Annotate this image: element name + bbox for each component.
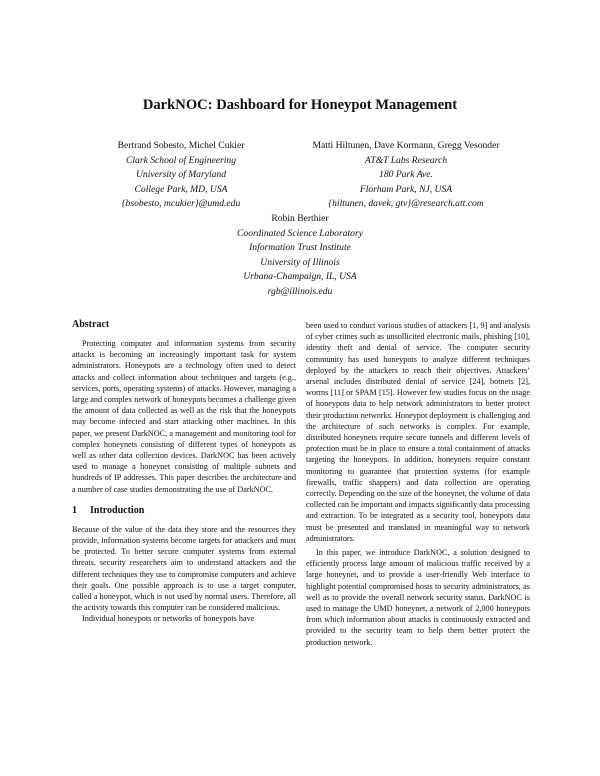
section-title: Introduction [90,504,145,516]
author-names-center: Robin Berthier [271,213,329,224]
introduction-paragraph: Individual honeypots or networks of honeypots have [82,614,255,624]
author-block-left [82,139,280,212]
author-email: {hiltunen, davek, gtv}@research.att.com [328,198,484,210]
affiliation-line: Information Trust Institute [249,242,351,254]
author-names-right: Matti Hiltunen, Dave Kormann, Gregg Vesonder [312,140,500,151]
left-column [72,318,296,625]
affiliation-line: Urbana-Champaign, IL, USA [243,271,357,283]
author-block-right [282,139,530,212]
introduction-heading [72,504,296,518]
paper-title: DarkNOC: Dashboard for Honeypot Management [142,97,458,113]
affiliation-line: Clark School of Engineering [125,154,237,166]
affiliation-line: Florham Park, NJ, USA [359,183,453,195]
introduction-paragraph: Because of the value of the data they store and the resources they provide, information systems become targets for attackers and must be protected. To better secure computer systems from external threats, security researchers aim to understand attackers and the different techniques they use to compromise computers and achieve their goals. One possible approach is to use a target computer, called a honeypot, which is not used by normal users. Therefore, all the activity towards this computer can be considered malicious. [72,524,296,613]
author-block-center [180,212,420,300]
affiliation-line: University of Illinois [260,256,340,268]
affiliation-line: College Park, MD, USA [134,183,228,195]
affiliation-line: 180 Park Ave. [379,169,433,181]
section-number: 1 [72,504,77,516]
affiliation-line: University of Maryland [135,169,227,181]
right-column [306,320,530,648]
body-paragraph: been used to conduct various studies of attackers [1, 9] and analysis of cyber crimes such as unsollicited electronic mails, phishing [10], identity theft and denial of service. The computer security community has used honeypots to analyze different techniques deployed by the attackers to reach their objectives. Attackers’ arsenal includes distributed denial of service [24], botnets [2], worms [11] or SPAM [15]. However few studies focus on the usage of honeypots data to help network administrators to better protect their production networks. Honeypot deployment is challenging and the architecture of such networks is complex. For example, distributed honeynets require secure tunnels and different levels of protection must be in place to ensure a total containment of attacks targeting the honeypots. In addition, honeynets require constant monitoring to guarantee that protection systems (for example firewalls, traffic shappers) and data collection are operating correctly. Depending on the size of the honeynet, the volume of data collected can be important and impacts significantly data processing and extraction. To be integrated as a security tool, honeypots data must be presented and translated in meaningful way to network administrators. [306,321,530,543]
author-email: {bsobesto, mcukier}@umd.edu [121,198,241,210]
abstract-heading: Abstract [72,319,110,330]
affiliation-line: Coordinated Science Laboratory [237,227,363,239]
abstract-text: Protecting computer and information systems from security attacks is becoming an increasingly important task for system administrators. Honeypots are a technology often used to detect attacks and collect information about techniques and targets (e.g., services, ports, operating systems) of attacks. However, managing a large and complex network of honeypots becomes a challenge given the amount of data collected as well as the risk that the honeypots may become infected and start attacking other machines. In this paper, we present DarkNOC, a management and monitoring tool for complex honeynets consisting of different types of honeypots as well as other data collection devices. DarkNOC has been actively used to manage a honeynet consisting of multiple subnets and hundreds of IP addresses. This paper describes the architecture and a number of case studies demonstrating the use of DarkNOC. [72,339,296,494]
author-email: rgb@illinois.edu [267,285,333,297]
affiliation-line: AT&T Labs Research [364,154,448,166]
body-paragraph: In this paper, we introduce DarkNOC, a solution designed to efficiently process large amount of malicious traffic received by a large honeynet, and to provide a user-friendly Web interface to highlight potential compromised hosts to security administrators, as well as to provide the overall network security status. DarkNOC is used to manage the UMD honeynet, a network of 2,000 honeypots from which information about attacks is continuously extracted and provided to the security team to help them better protect the production network. [306,548,530,647]
author-names-left: Bertrand Sobesto, Michel Cukier [117,140,245,151]
